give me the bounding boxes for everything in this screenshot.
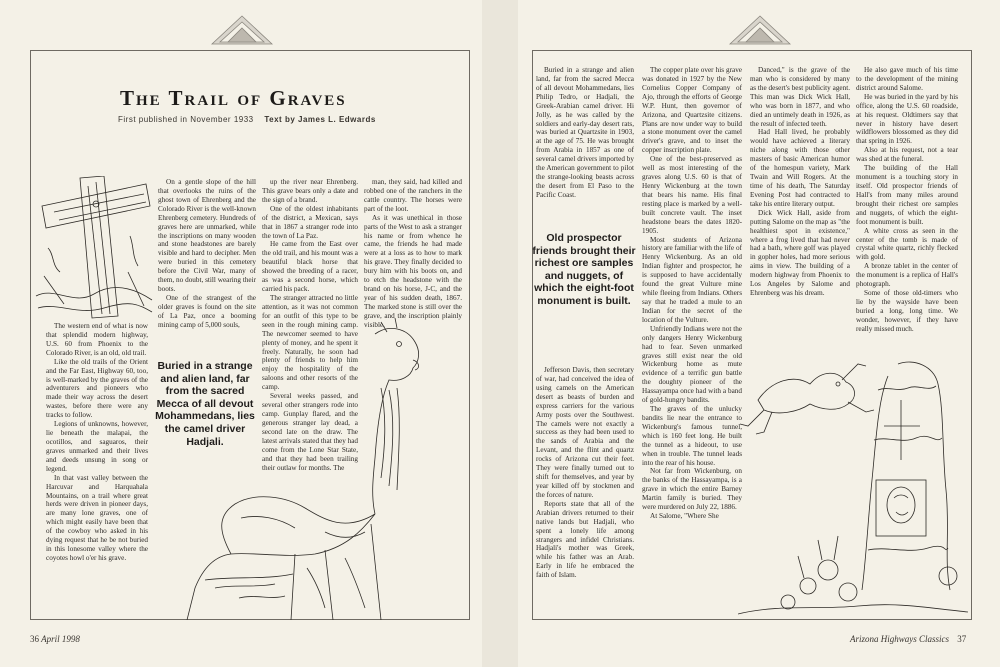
issue-date: April 1998: [41, 634, 80, 644]
page-gutter: [482, 0, 518, 667]
left-column-2: On a gentle slope of the hill that overlooks the ruins of the ghost town of Ehrenberg and the Colorado River is the well-known Ehrenberg cemetery. Hundreds of graves here are unmarked, while the inscriptions on many wooden and stone headstones are barely visible and hard to decipher. Men were buried in this cemetery before the Civil War, many of them, no doubt, still wearing their boots. One of the strangest of the older graves is found on the site of La Paz, once a booming mining camp of 5,000 souls,: [158, 178, 256, 329]
wooden-cross-illustration: [34, 176, 154, 321]
right-column-4: He also gave much of his time to the development of the mining district around Salome. He was buried in the yard by his office, along the U.S. 60 roadside, at his request. Oldtimers say that never in history have desert wildflowers blossomed as they did that spring in 1926. Also at his request, not a tear was shed at the funeral. The building of the Hall monument is a touching story in itself. Old prospector friends of Hall's from many miles around brought their richest ore samples and nuggets, of which the eight-foot monument is built. A white cross as seen in the center of the tomb is made of crystal white quartz, richly flecked with gold. A bronze tablet in the center of the monument is a replica of Hall's photograph. Some of those old-timers who lie by the wayside have been buried a long, long time. We wonder, however, if they have really missed much.: [856, 66, 958, 333]
pull-quote-right: Old prospector friends brought their richest ore samples and nuggets, of which the eight-foot monument is built.: [532, 232, 636, 307]
article-title: The Trail of Graves: [120, 86, 347, 110]
right-column-1: Buried in a strange and alien land, far from the sacred Mecca of all devout Mohammedans, lies Philip Tedro, or Hadjali, the Greek-Arabian camel driver. Hi Jolly, as he was called by the soldiers and early-day desert rats, was buried at Quartzsite in 1903, at the age of 75. He was brought from Arabia in 1857 as one of several camel drivers imported by the American government to pilot the strange-looking beasts across the desert from El Paso to the Pacific Coast.: [536, 66, 634, 199]
pull-quote-left: Buried in a strange and alien land, far from the sacred Mecca of all devout Mohammedans, lies the camel driver Hadjali.: [155, 360, 255, 448]
left-column-3: up the river near Ehrenberg. This grave bears only a date and the sign of a brand. One of the oldest inhabitants of the district, a Mexican, says that in 1867 a stranger rode into the town of La Paz. He came from the East over the old trail, and his mount was a beautiful black horse that showed the breeding of a racer, as was a second horse, which carried his pack. The stranger attracted no little attention, as it was not common for an outfit of this type to be seen in the rough mining camp. The newcomer seemed to have plenty of money, and he spent it freely. Naturally, he soon had plenty of friends to help him enjoy the hospitality of the saloons and other resorts of the camp. Several weeks passed, and several other strangers rode into camp. Gunplay flared, and the generous stranger lay dead, a second late on the draw. The latest arrivals stated that they had come from the Lone Star State, and that they had been trailing their outlaw for months. The: [262, 178, 358, 472]
monument-and-frog-illustration: [738, 340, 968, 620]
first-published: First published in November 1933: [118, 115, 254, 124]
page-number-left: 36: [30, 634, 39, 644]
right-page: [518, 0, 1000, 667]
right-column-1b: Jefferson Davis, then secretary of war, had conceived the idea of using camels on the American desert as beasts of burden and express carriers for the various Army posts over the Southwest. The camels were not exactly a success as they had been used to the sands of Arabia and the Levant, and the flint and quartz rocks of Arizona cut their feet. They were finally turned out to shift for themselves, and year by year killed off by stockmen and the forces of nature. Reports state that all of the Arabian drivers returned to their native lands but Hadjali, who spent a lonely life among strangers and infidel Christians. Hadjali's mother was Greek, while his father was an Arab. Early in life he embraced the faith of Islam.: [536, 366, 634, 580]
page-number-right: 37: [957, 634, 967, 644]
article-subline: [118, 115, 376, 124]
left-page: [0, 0, 482, 667]
left-column-1: The western end of what is now that splendid modern highway, U.S. 60 from Phoenix to the Colorado River, is an old, old trail. Like the old trails of the Orient and the Far East, Highway 60, too, is well-marked by the graves of the adventurers and pioneers who made their way across the desert wastes, before there were any tracks to follow. Legions of unknowns, however, lie beneath the malapai, the ocotillos, and saguaros, their graves unmarked and their lives and deeds unsung in song or legend. In that vast valley between the Harcuvar and Harquahala Mountains, on a trail where great herds were driven in pioneer days, are many lone graves, one of which might easily have been that of the cowboy who asked in his dying request that he be not buried in this lonesome valley where the coyotes howl o'er his grave.: [46, 322, 148, 562]
magazine-title: Arizona Highways Classics: [850, 634, 950, 644]
pueblo-emblem-icon: [728, 14, 792, 46]
right-column-2: The copper plate over his grave was donated in 1927 by the New Cornelius Copper Company of Ajo, through the efforts of George W.P. Hunt, then governor of Arizona, and Quartzsite citizens. Plans are now under way to build a stone monument over the camel driver's grave, and to inset the copper inscription plate. One of the best-preserved as well as most interesting of the graves along U.S. 60 is that of Henry Wickenburg at the town that bears his name. His final resting place is marked by a well-built concrete vault. The inset headstone bears the dates 1820-1905. Most students of Arizona history are familiar with the life of Henry Wickenburg. As an old Indian fighter and prospector, he is supposed to have accidentally found the great Vulture mine while fleeing from Indians. Others say that he traded a mule to an Indian for the secret of the location of the Vulture. Unfriendly Indians were not the only dangers Henry Wickenburg had to fear. Seven unmarked graves still exist near the old Wickenburg home as mute evidence of a terrific gun battle the doughty pioneer of the Hassayampa once had with a band of gold-hungry bandits. The graves of the unlucky bandits lie near the entrance to Wickenburg's famous tunnel, which is 160 feet long. He built the tunnel as a hideout, to use when in trouble. The tunnel leads into the rear of his house. Not far from Wickenburg, on the banks of the Hassayampa, is a grave in which the entire Barney Martin family is buried. They were murdered on July 22, 1886. At Salome, "Where She: [642, 66, 742, 521]
folio-left: [30, 634, 80, 644]
byline: Text by James L. Edwards: [264, 115, 376, 124]
folio-right: [850, 634, 966, 644]
right-column-3: Danced," is the grave of the man who is considered by many as the desert's best publicity agent. This man was Dick Wick Hall, who was born in 1877, and who died an untimely death in 1926, as the result of infected teeth. Had Hall lived, he probably would have achieved a literary niche along with those other masters of basic American humor of the homespun variety, Mark Twain and Will Rogers. At the time of his death, The Saturday Evening Post had contracted to take his entire literary output. Dick Wick Hall, aside from putting Salome on the map as "the healthiest spot in existence," where a frog lived that had never had a bath, where golf was played in gopher holes, had more serious aims in view. The building of a modern highway from Phoenix to Los Angeles by Salome and Ehrenberg was his dream.: [750, 66, 850, 298]
left-column-4: man, they said, had killed and robbed one of the ranchers in the cattle country. The horses were part of the loot. As it was unethical in those parts of the West to ask a stranger his name or from whence he came, the friends he had made were at a loss as to how to mark his grave. They finally decided to bury him with his boots on, and to etch the headstone with the brand on his horse, J-C, and the year of his sudden death, 1867. The marked stone is still over the grave, and the inscription plainly visible.: [364, 178, 462, 329]
pueblo-emblem-icon: [210, 14, 274, 46]
